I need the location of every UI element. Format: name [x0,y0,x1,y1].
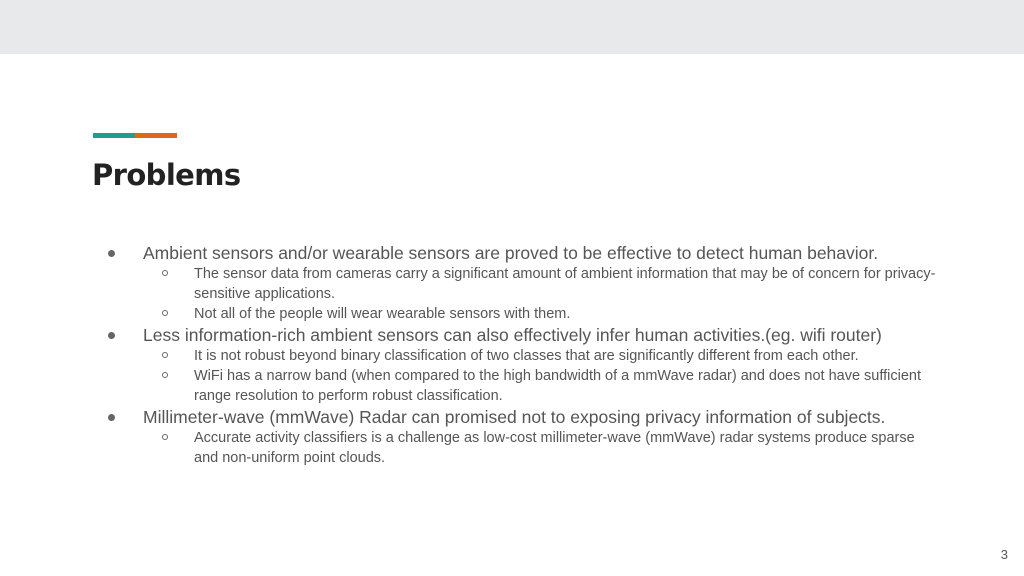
sub-bullet-item [106,264,936,304]
hollow-circle-bullet-icon [162,372,168,378]
sub-bullet-text: Accurate activity classifiers is a challenge as low-cost millimeter-wave (mmWave) radar systems produce sparse and non-uniform point clouds. [194,430,915,466]
bullet-dot-icon [108,332,115,339]
sub-bullet-list [106,264,936,324]
hollow-circle-bullet-icon [162,352,168,358]
accent-segment-orange [135,133,177,138]
bullet-item [106,406,936,428]
sub-bullet-list [106,428,936,468]
top-band [0,0,1024,54]
bullet-list [106,242,936,468]
sub-bullet-item [106,346,936,366]
bullet-text: Millimeter-wave (mmWave) Radar can promised not to exposing privacy information of subjects. [143,407,886,427]
bullet-dot-icon [108,414,115,421]
slide-title: Problems [92,158,241,192]
sub-bullet-item [106,366,936,406]
sub-bullet-item [106,428,936,468]
bullet-dot-icon [108,250,115,257]
sub-bullet-item [106,304,936,324]
hollow-circle-bullet-icon [162,270,168,276]
sub-bullet-text: It is not robust beyond binary classification of two classes that are significantly different from each other. [194,348,859,364]
bullet-item [106,324,936,346]
slide [0,54,1024,576]
hollow-circle-bullet-icon [162,434,168,440]
page-number: 3 [1000,547,1008,562]
title-accent-bar [93,133,177,138]
hollow-circle-bullet-icon [162,310,168,316]
sub-bullet-text: Not all of the people will wear wearable sensors with them. [194,306,571,322]
sub-bullet-text: WiFi has a narrow band (when compared to the high bandwidth of a mmWave radar) and does not have sufficient range resolution to perform robust classification. [194,368,922,404]
accent-segment-teal [93,133,135,138]
bullet-text: Less information-rich ambient sensors can also effectively infer human activities.(eg. wifi router) [143,325,882,345]
sub-bullet-list [106,346,936,406]
bullet-item [106,242,936,264]
sub-bullet-text: The sensor data from cameras carry a significant amount of ambient information that may be of concern for privacy-sensitive applications. [194,266,936,302]
bullet-text: Ambient sensors and/or wearable sensors are proved to be effective to detect human behavior. [143,243,879,263]
